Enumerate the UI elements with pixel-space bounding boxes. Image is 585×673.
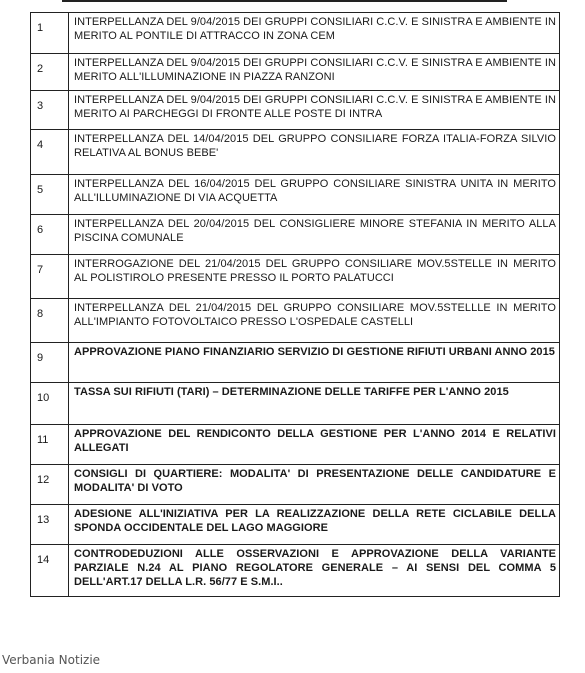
agenda-row <box>31 215 560 255</box>
agenda-row <box>31 545 560 597</box>
agenda-item-text: CONSIGLI DI QUARTIERE: MODALITA' DI PRESENTAZIONE DELLE CANDIDATURE E MODALITA' DI VOTO <box>69 465 560 505</box>
agenda-item-text: INTERPELLANZA DEL 20/04/2015 DEL CONSIGLIERE MINORE STEFANIA IN MERITO ALLA PISCINA COMUNALE <box>69 215 560 255</box>
agenda-item-number: 9 <box>31 343 69 383</box>
agenda-item-text: CONTRODEDUZIONI ALLE OSSERVAZIONI E APPROVAZIONE DELLA VARIANTE PARZIALE N.24 AL PIANO REGOLATORE GENERALE – AI SENSI DEL COMMA 5 DELL'ART.17 DELLA L.R. 56/77 E S.M.I.. <box>69 545 560 597</box>
agenda-row <box>31 299 560 343</box>
top-rule <box>62 0 507 2</box>
agenda-item-number: 2 <box>31 54 69 91</box>
agenda-item-text: INTERPELLANZA DEL 16/04/2015 DEL GRUPPO CONSILIARE SINISTRA UNITA IN MERITO ALL'ILLUMINAZIONE DI VIA ACQUETTA <box>69 175 560 215</box>
agenda-item-text: TASSA SUI RIFIUTI (TARI) – DETERMINAZIONE DELLE TARIFFE PER L'ANNO 2015 <box>69 383 560 425</box>
agenda-item-number: 10 <box>31 383 69 425</box>
agenda-item-text: INTERPELLANZA DEL 9/04/2015 DEI GRUPPI CONSILIARI C.C.V. E SINISTRA E AMBIENTE IN MERITO AL PONTILE DI ATTRACCO IN ZONA CEM <box>69 13 560 54</box>
agenda-item-number: 12 <box>31 465 69 505</box>
agenda-item-number: 5 <box>31 175 69 215</box>
agenda-item-text: APPROVAZIONE PIANO FINANZIARIO SERVIZIO DI GESTIONE RIFIUTI URBANI ANNO 2015 <box>69 343 560 383</box>
agenda-row <box>31 425 560 465</box>
agenda-item-number: 8 <box>31 299 69 343</box>
watermark-text: Verbania Notizie <box>2 653 101 667</box>
agenda-item-number: 11 <box>31 425 69 465</box>
agenda-table <box>30 12 560 597</box>
agenda-item-number: 4 <box>31 130 69 175</box>
agenda-item-text: INTERPELLANZA DEL 9/04/2015 DEI GRUPPI CONSILIARI C.C.V. E SINISTRA E AMBIENTE IN MERITO AI PARCHEGGI DI FRONTE ALLE POSTE DI INTRA <box>69 91 560 130</box>
agenda-item-text: ADESIONE ALL'INIZIATIVA PER LA REALIZZAZIONE DELLA RETE CICLABILE DELLA SPONDA OCCIDENTALE DEL LAGO MAGGIORE <box>69 505 560 545</box>
agenda-row <box>31 383 560 425</box>
agenda-item-text: INTERPELLANZA DEL 9/04/2015 DEI GRUPPI CONSILIARI C.C.V. E SINISTRA E AMBIENTE IN MERITO ALL'ILLUMINAZIONE IN PIAZZA RANZONI <box>69 54 560 91</box>
agenda-item-number: 14 <box>31 545 69 597</box>
agenda-item-number: 13 <box>31 505 69 545</box>
agenda-body <box>31 13 560 597</box>
agenda-row <box>31 255 560 299</box>
agenda-row <box>31 13 560 54</box>
agenda-item-number: 1 <box>31 13 69 54</box>
agenda-item-text: INTERROGAZIONE DEL 21/04/2015 DEL GRUPPO CONSILIARE MOV.5STELLE IN MERITO AL POLISTIROLO PRESENTE PRESSO IL PORTO PALATUCCI <box>69 255 560 299</box>
agenda-row <box>31 505 560 545</box>
agenda-row <box>31 465 560 505</box>
agenda-item-text: INTERPELLANZA DEL 14/04/2015 DEL GRUPPO CONSILIARE FORZA ITALIA-FORZA SILVIO RELATIVA AL BONUS BEBE' <box>69 130 560 175</box>
agenda-row <box>31 91 560 130</box>
agenda-row <box>31 343 560 383</box>
agenda-item-number: 6 <box>31 215 69 255</box>
agenda-row <box>31 175 560 215</box>
agenda-item-text: INTERPELLANZA DEL 21/04/2015 DEL GRUPPO CONSILIARE MOV.5STELLLE IN MERITO ALL'IMPIANTO FOTOVOLTAICO PRESSO L'OSPEDALE CASTELLI <box>69 299 560 343</box>
agenda-row <box>31 54 560 91</box>
agenda-item-number: 7 <box>31 255 69 299</box>
agenda-row <box>31 130 560 175</box>
agenda-item-text: APPROVAZIONE DEL RENDICONTO DELLA GESTIONE PER L'ANNO 2014 E RELATIVI ALLEGATI <box>69 425 560 465</box>
agenda-item-number: 3 <box>31 91 69 130</box>
